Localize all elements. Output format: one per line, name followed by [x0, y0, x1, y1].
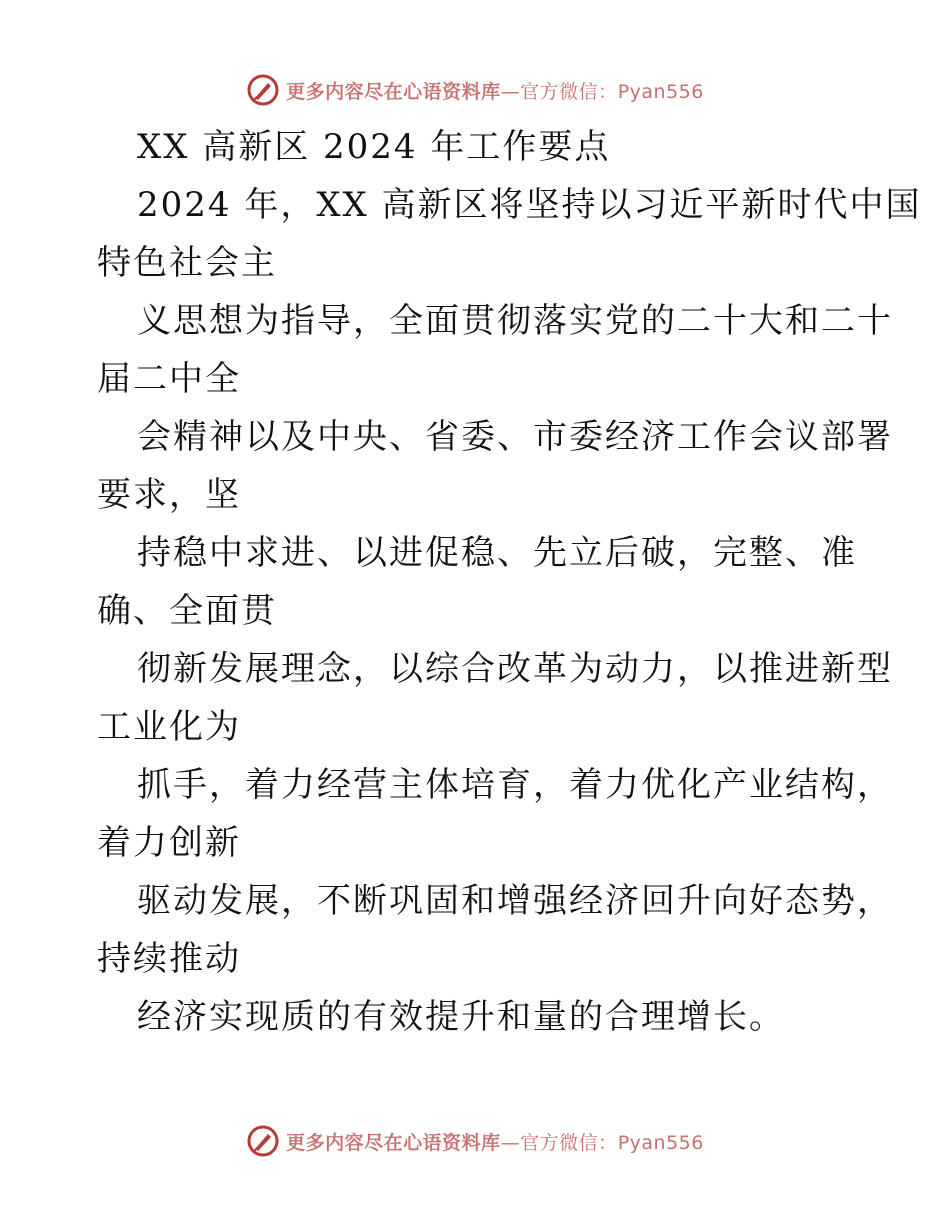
- watermark-dash: —: [500, 80, 521, 103]
- text-line: 工业化为: [97, 707, 241, 747]
- watermark-wechat-id: Pyan556: [617, 80, 704, 103]
- quill-logo-icon: [246, 73, 280, 107]
- watermark-official-label: 官方微信：: [520, 80, 618, 103]
- document-body: [97, 118, 922, 1046]
- text-line: 持续推动: [97, 939, 241, 979]
- text-line: 2024 年，XX 高新区将坚持以习近平新时代中国: [137, 185, 922, 225]
- text-line: 确、全面贯: [97, 591, 277, 631]
- text-line: 着力创新: [97, 823, 241, 863]
- header-watermark: [0, 70, 950, 110]
- text-line: 持稳中求进、以进促稳、先立后破，完整、准: [137, 533, 857, 573]
- watermark-site-text: 更多内容尽在心语资料库: [286, 80, 501, 103]
- watermark-dash: —: [500, 1131, 521, 1154]
- text-line: 彻新发展理念，以综合改革为动力，以推进新型: [137, 649, 893, 689]
- watermark-official-label: 官方微信：: [520, 1131, 618, 1154]
- document-paragraph: [97, 176, 922, 1046]
- footer-watermark: [0, 1121, 950, 1161]
- document-title: XX 高新区 2024 年工作要点: [137, 127, 611, 167]
- text-line: 抓手，着力经营主体培育，着力优化产业结构，: [137, 765, 893, 805]
- text-line: 经济实现质的有效提升和量的合理增长。: [137, 997, 785, 1037]
- text-line: 会精神以及中央、省委、市委经济工作会议部署: [137, 417, 893, 457]
- text-line: 届二中全: [97, 359, 241, 399]
- text-line: 义思想为指导，全面贯彻落实党的二十大和二十: [137, 301, 893, 341]
- watermark-wechat-id: Pyan556: [617, 1131, 704, 1154]
- text-line: 驱动发展，不断巩固和增强经济回升向好态势，: [137, 881, 893, 921]
- text-line: 要求，坚: [97, 475, 241, 515]
- watermark-site-text: 更多内容尽在心语资料库: [286, 1131, 501, 1154]
- quill-logo-icon: [246, 1124, 280, 1158]
- text-line: 特色社会主: [97, 243, 277, 283]
